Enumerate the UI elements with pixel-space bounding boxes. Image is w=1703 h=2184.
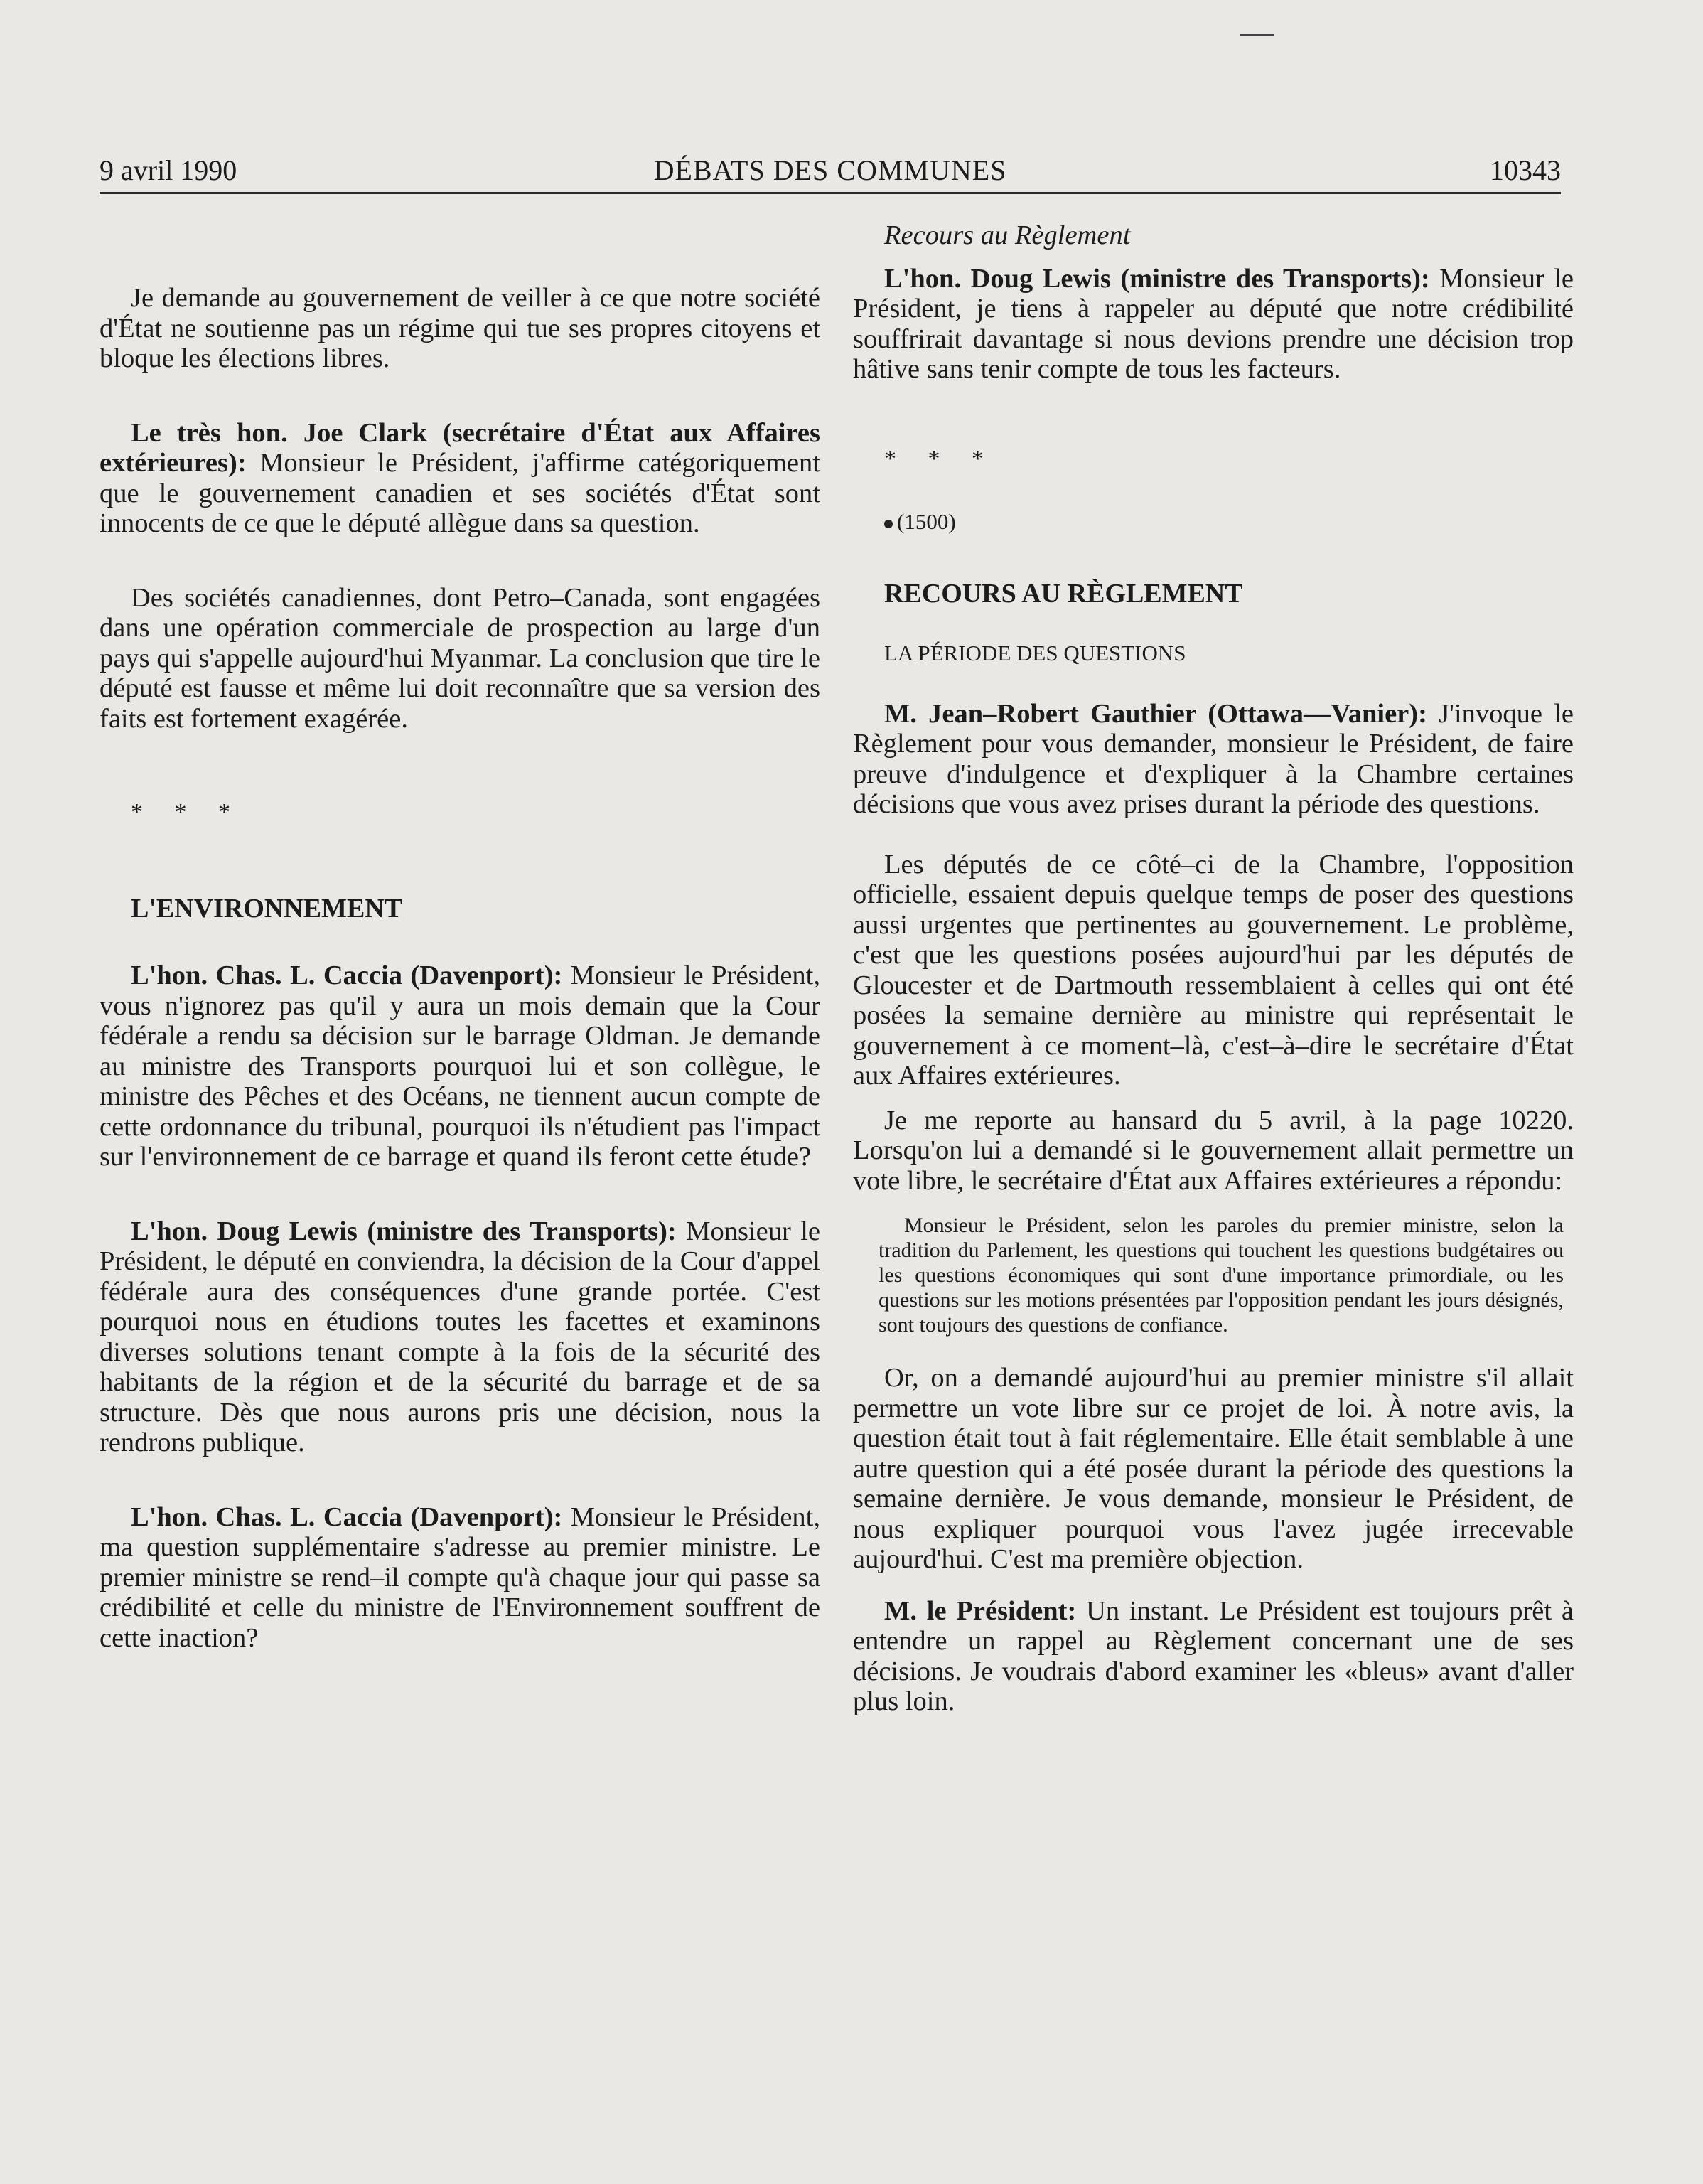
section-title: RECOURS AU RÈGLEMENT [884,578,1243,609]
speaker-name: L'hon. Doug Lewis (ministre des Transports): [131,1216,677,1246]
timestamp [853,507,1574,537]
subsection-title: LA PÉRIODE DES QUESTIONS [884,641,1186,665]
paragraph: Je demande au gouvernement de veiller à ce que notre société d'État ne soutienne pas un régime qui tue ses propres citoyens et bloque les élections libres. [100,283,820,373]
left-column [100,220,820,1653]
header-title: DÉBATS DES COMMUNES [653,154,1007,186]
paragraph: Les députés de ce côté–ci de la Chambre, l'opposition officielle, essaient depuis quelque temps de poser des questions aussi urgentes que pertinentes au gouvernement. Le problème, c'est que les questions posées aujourd'hui par les députés de Gloucester et de Dartmouth ressemblaient à celles qui ont été posées la semaine dernière au ministre qui représentait le gouvernement à ce moment–là, c'est–à–dire le secrétaire d'État aux Affaires extérieures. [853,849,1574,1091]
paragraph [853,1596,1574,1717]
paragraph: Des sociétés canadiennes, dont Petro–Canada, sont engagées dans une opération commerciale de prospection au large d'un pays qui s'appelle aujourd'hui Myanmar. La conclusion que tire le député est fausse et même lui doit reconnaître que sa version des faits est fortement exagérée. [100,582,820,734]
speech-text: Monsieur le Président, j'affirme catégoriquement que le gouvernement canadien et ses sociétés d'État sont innocents de ce que le député allègue dans sa question. [100,448,820,538]
section-separator: * * * [884,445,996,472]
right-column [853,220,1574,1717]
section-separator: * * * [131,799,243,825]
paragraph [100,1502,820,1654]
speaker-name: M. le Président: [884,1595,1077,1626]
speaker-name: L'hon. Doug Lewis (ministre des Transports): [884,263,1430,294]
header-page-number: 10343 [1490,154,1561,186]
scan-mark [1240,34,1274,36]
speaker-name: M. Jean–Robert Gauthier (Ottawa—Vanier): [884,698,1427,729]
paragraph [100,418,820,539]
paragraph [853,264,1574,385]
section-title: L'ENVIRONNEMENT [131,893,403,924]
subject-heading: Recours au Règlement [884,220,1131,250]
paragraph [100,1216,820,1458]
bullet-icon [884,520,893,528]
paragraph: Je me reporte au hansard du 5 avril, à la page 10220. Lorsqu'on lui a demandé si le gouvernement allait permettre un vote libre, le secrétaire d'État aux Affaires extérieures a répondu: [853,1105,1574,1196]
speech-text: Monsieur le Président, je tiens à rappeler au député que notre crédibilité souffrirait davantage si nous devions prendre une décision trop hâtive sans tenir compte de tous les facteurs. [853,263,1574,384]
speech-text: Monsieur le Président, vous n'ignorez pas qu'il y aura un mois demain que la Cour fédérale a rendu sa décision sur le barrage Oldman. Je demande au ministre des Transports pourquoi lui et son collègue, le ministre des Pêches et des Océans, ne tiennent aucun compte de cette ordonnance du tribunal, pourquoi ils n'étudient pas l'impact sur l'environnement de ce barrage et quand ils feront cette étude? [100,960,821,1172]
speech-text: J'invoque le Règlement pour vous demander, monsieur le Président, de faire preuve d'indulgence et d'expliquer à la Chambre certaines décisions que vous avez prises durant la période des questions. [853,698,1574,819]
speaker-name: Le très hon. Joe Clark (secrétaire d'État aux Affaires extérieures): [100,417,820,478]
paragraph [100,960,820,1172]
paragraph: Or, on a demandé aujourd'hui au premier ministre s'il allait permettre un vote libre sur ce projet de loi. À notre avis, la question était tout à fait réglementaire. Elle était semblable à une autre question qui a été posée durant la période des questions la semaine dernière. Je vous demande, monsieur le Président, de nous expliquer pourquoi vous l'avez jugée irrecevable aujourd'hui. C'est ma première objection. [853,1363,1574,1574]
speech-text: Un instant. Le Président est toujours prêt à entendre un rappel au Règlement concernant une de ses décisions. Je voudrais d'abord examiner les «bleus» avant d'aller plus loin. [853,1595,1574,1716]
header-date: 9 avril 1990 [100,154,237,186]
header-rule [100,192,1561,194]
timestamp-text: (1500) [897,509,956,534]
speaker-name: L'hon. Chas. L. Caccia (Davenport): [131,1502,563,1532]
paragraph [853,699,1574,820]
speech-text: Monsieur le Président, ma question supplémentaire s'adresse au premier ministre. Le premier ministre se rend–il compte qu'à chaque jour qui passe sa crédibilité et celle du ministre de l'Environnement souffrent de cette inaction? [100,1502,821,1653]
quotation [879,1213,1564,1337]
speaker-name: L'hon. Chas. L. Caccia (Davenport): [131,960,563,990]
quotation-text: Monsieur le Président, selon les paroles du premier ministre, selon la tradition du Parlement, les questions qui touchent les questions budgétaires ou les questions économiques qui sont d'une importance primordiale, ou les questions sur les motions présentées par l'opposition pendant les jours désignés, sont toujours des questions de confiance. [879,1214,1564,1337]
speech-text: Monsieur le Président, le député en conviendra, la décision de la Cour d'appel fédérale aura des conséquences d'une grande portée. C'est pourquoi nous en étudions toutes les facettes et examinons diverses solutions tenant compte à la fois de la sécurité des habitants de la région et de la sécurité du barrage et de sa structure. Dès que nous aurons pris une décision, nous la rendrons publique. [100,1216,821,1457]
page-header [100,151,1561,191]
